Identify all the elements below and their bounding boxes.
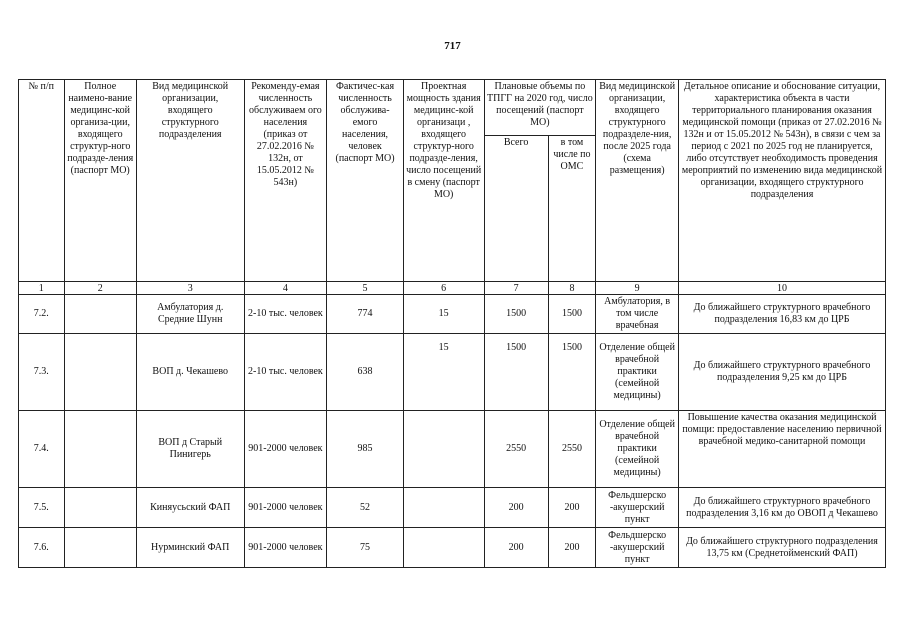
- row-capacity: [403, 528, 484, 568]
- row-oms: 1500: [548, 334, 596, 411]
- column-number: 2: [64, 282, 136, 295]
- row-num: 7.2.: [19, 295, 65, 334]
- row-full-name: [64, 528, 136, 568]
- header-planned-volumes: Плановые объемы по ТПГГ на 2020 год, число посещений (паспорт МО): [484, 80, 596, 136]
- header-description: Детальное описание и обоснование ситуации, характеристика объекта в части территориального планирования оказания медицинской помощи (приказ от 27.02.2016 № 132н и от 15.05.2012 № 543н), в связи с чем за период с 2021 по 2025 год не планируется, либо отсутствует необходимость проведения мероприятий по изменению вида медицинской организации, входящего структурного подразделения: [679, 80, 886, 282]
- table-row: [19, 488, 886, 528]
- row-oms: 2550: [548, 411, 596, 488]
- row-future-type: Амбулатория, в том числе врачебная: [596, 295, 679, 334]
- row-num: 7.3.: [19, 334, 65, 411]
- row-num: 7.5.: [19, 488, 65, 528]
- header-num: № п/п: [19, 80, 65, 282]
- header-oms: в том числе по ОМС: [548, 136, 596, 282]
- header-recommended-population: Рекоменду-емая численность обслуживаем ого населения (приказ от 27.02.2016 № 132н, от 15.05.2012 № 543н): [244, 80, 327, 282]
- row-recommended: 901-2000 человек: [244, 528, 327, 568]
- row-org-type: ВОП д. Чекашево: [136, 334, 244, 411]
- row-oms: 200: [548, 488, 596, 528]
- row-org-type: ВОП д Старый Пинигерь: [136, 411, 244, 488]
- page-number: 717: [444, 40, 461, 52]
- row-capacity: [403, 488, 484, 528]
- row-full-name: [64, 411, 136, 488]
- row-num: 7.6.: [19, 528, 65, 568]
- row-future-type: Фельдшерско -акушерский пункт: [596, 488, 679, 528]
- header-full-name: Полное наимено-вание медицинс-кой организа-ции, входящего структур-ного подразде-ления (паспорт МО): [64, 80, 136, 282]
- header-future-org-type: Вид медицинской организации, входящего структурного подразделе-ния, после 2025 года (схема размещения): [596, 80, 679, 282]
- header-org-type: Вид медицинской организации, входящего структурного подразделения: [136, 80, 244, 282]
- row-description: До ближайшего структурного врачебного подразделения 16,83 км до ЦРБ: [679, 295, 886, 334]
- row-description: До ближайшего структурного врачебного подразделения 3,16 км до ОВОП д Чекашево: [679, 488, 886, 528]
- row-full-name: [64, 488, 136, 528]
- column-number-row: [19, 282, 886, 295]
- row-future-type: Фельдшерско -акушерский пункт: [596, 528, 679, 568]
- column-number: 9: [596, 282, 679, 295]
- header-actual-population: Фактичес-кая численность обслужива-емого населения, человек (паспорт МО): [327, 80, 404, 282]
- row-recommended: 901-2000 человек: [244, 411, 327, 488]
- column-number: 3: [136, 282, 244, 295]
- row-recommended: 2-10 тыс. человек: [244, 334, 327, 411]
- row-actual: 638: [327, 334, 404, 411]
- row-actual: 52: [327, 488, 404, 528]
- row-description: До ближайшего структурного подразделения 13,75 км (Среднетойменский ФАП): [679, 528, 886, 568]
- row-total: 1500: [484, 295, 548, 334]
- row-total: 1500: [484, 334, 548, 411]
- row-description: До ближайшего структурного врачебного подразделения 9,25 км до ЦРБ: [679, 334, 886, 411]
- table-row: [19, 334, 886, 411]
- row-org-type: Киняусьский ФАП: [136, 488, 244, 528]
- column-number: 10: [679, 282, 886, 295]
- row-future-type: Отделение общей врачебной практики (семейной медицины): [596, 411, 679, 488]
- row-capacity: 15: [403, 334, 484, 411]
- row-recommended: 901-2000 человек: [244, 488, 327, 528]
- row-org-type: Амбулатория д. Средние Шунн: [136, 295, 244, 334]
- header-row: [19, 80, 886, 136]
- row-future-type: Отделение общей врачебной практики (семейной медицины): [596, 334, 679, 411]
- row-description: Повышение качества оказания медицинской помщи: предоставление населению первичной врачебной медико-санитарной помощи: [679, 411, 886, 488]
- column-number: 8: [548, 282, 596, 295]
- facilities-table: [18, 79, 886, 568]
- row-capacity: [403, 411, 484, 488]
- row-oms: 1500: [548, 295, 596, 334]
- column-number: 5: [327, 282, 404, 295]
- row-actual: 75: [327, 528, 404, 568]
- table-row: [19, 295, 886, 334]
- row-total: 2550: [484, 411, 548, 488]
- row-oms: 200: [548, 528, 596, 568]
- header-total: Всего: [484, 136, 548, 282]
- row-capacity: 15: [403, 295, 484, 334]
- row-num: 7.4.: [19, 411, 65, 488]
- row-full-name: [64, 295, 136, 334]
- column-number: 6: [403, 282, 484, 295]
- row-total: 200: [484, 528, 548, 568]
- row-org-type: Нурминский ФАП: [136, 528, 244, 568]
- row-actual: 985: [327, 411, 404, 488]
- column-number: 1: [19, 282, 65, 295]
- column-number: 4: [244, 282, 327, 295]
- table-row: [19, 528, 886, 568]
- row-actual: 774: [327, 295, 404, 334]
- header-design-capacity: Проектная мощность здания медицинс-кой организаци , входящего структур-ного подразде-ления, число посещений в смену (паспорт МО): [403, 80, 484, 282]
- row-full-name: [64, 334, 136, 411]
- column-number: 7: [484, 282, 548, 295]
- table-row: [19, 411, 886, 488]
- row-recommended: 2-10 тыс. человек: [244, 295, 327, 334]
- row-total: 200: [484, 488, 548, 528]
